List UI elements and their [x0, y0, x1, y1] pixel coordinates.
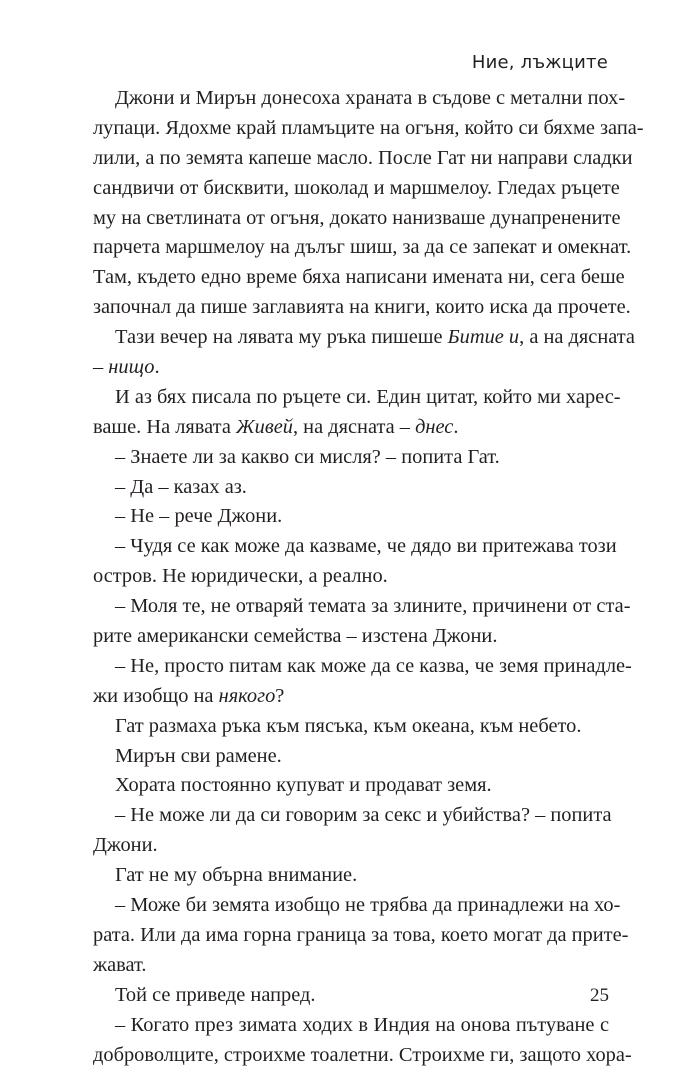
text-line: доброволците, строихме тоалетни. Строихме ги, защото хора- — [93, 1043, 632, 1066]
text-line: сандвичи от бисквити, шоколад и маршмелоу. Гледах ръцете — [93, 176, 620, 199]
text-line: започнал да пише заглавията на книги, които иска да прочете. — [93, 296, 631, 319]
text-line: – Не – рече Джони. — [115, 505, 283, 528]
text-line: – нищо. — [93, 356, 160, 379]
text-line: – Чудя се как може да казваме, че дядо ви притежава този — [115, 535, 617, 558]
italic-text: някого — [218, 684, 276, 707]
running-header-title: Ние, лъжците — [471, 52, 608, 73]
text-line: жи изобщо на някого? — [93, 684, 285, 707]
text-line: Джони и Мирън донесоха храната в съдове с метални пох- — [115, 87, 626, 109]
text-line: му на светлината от огъня, докато нанизваше дунапренените — [93, 206, 621, 229]
text-line: лили, а по земята капеше масло. После Гат ни направи сладки — [93, 146, 633, 169]
italic-text: Живей — [235, 415, 293, 438]
text-line: парчета маршмелоу на дълъг шиш, за да се запекат и омекнат. — [93, 236, 632, 259]
text-line: Хората постоянно купуват и продават земя. — [115, 774, 492, 797]
text-line: – Когато през зимата ходих в Индия на онова пътуване с — [115, 1013, 609, 1036]
text-line: – Не може ли да си говорим за секс и убийства? – попита — [115, 804, 612, 827]
text-line: – Знаете ли за какво си мисля? – попита Гат. — [115, 445, 500, 468]
text-line: Мирън сви рамене. — [115, 744, 282, 767]
page-number: 25 — [590, 985, 609, 1006]
italic-text: днес — [415, 415, 454, 438]
text-line: – Моля те, не отваряй темата за злините, причинени от ста- — [115, 595, 631, 618]
text-line: рата. Или да има горна граница за това, което могат да прите- — [93, 923, 629, 946]
text-line: – Не, просто питам как може да се казва, че земя принадле- — [115, 654, 632, 677]
text-line: – Може би земята изобщо не трябва да принадлежи на хо- — [115, 894, 621, 917]
text-line: Гат не му обърна внимание. — [115, 864, 358, 887]
text-line: И аз бях писала по ръцете си. Един цитат, който ми харес- — [115, 385, 621, 408]
text-line: Джони. — [93, 834, 158, 857]
italic-text: Битие и — [447, 326, 520, 349]
text-line: рите американски семейства – изстена Джони. — [93, 625, 498, 648]
text-line: Там, където едно време бяха написани имената ни, сега беше — [93, 266, 625, 289]
text-line: лупаци. Ядохме край пламъците на огъня, който си бяхме запа- — [93, 116, 644, 139]
text-line: Тази вечер на лявата му ръка пишеше Битие и, а на дясната — [115, 326, 635, 349]
book-page-text — [93, 84, 644, 1070]
text-line: – Да – казах аз. — [115, 475, 247, 498]
italic-text: нищо — [108, 356, 155, 379]
text-line: ваше. На лявата Живей, на дясната – днес. — [93, 415, 459, 438]
text-line: Гат размаха ръка към пясъка, към океана, към небето. — [115, 714, 582, 737]
text-line: остров. Не юридически, а реално. — [93, 565, 388, 588]
text-line: жават. — [93, 953, 147, 976]
text-line: Той се приведе напред. — [115, 983, 316, 1006]
